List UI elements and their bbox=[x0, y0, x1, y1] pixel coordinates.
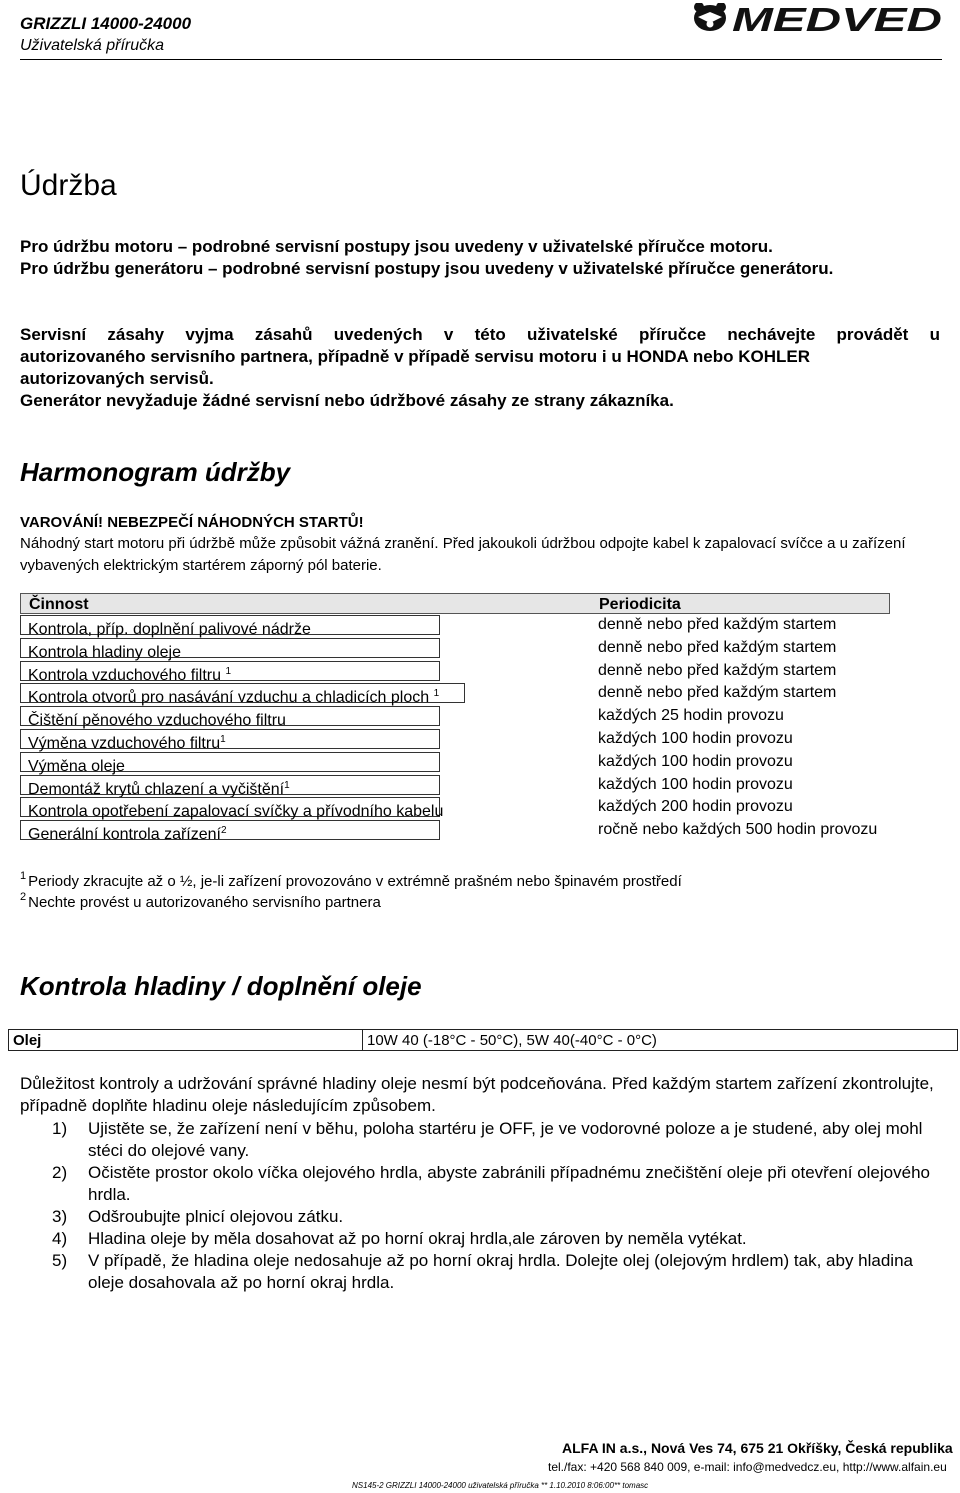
activity-cell: Demontáž krytů chlazení a vyčištění$^1$ bbox=[20, 775, 440, 795]
column-activity: Činnost bbox=[29, 596, 89, 613]
period-cell: denně nebo před každým startem bbox=[598, 616, 837, 633]
table-row bbox=[20, 728, 890, 751]
schedule-table-header bbox=[20, 593, 890, 614]
table-row bbox=[20, 751, 890, 774]
footer-contact: tel./fax: +420 568 840 009, e-mail: info@medvedcz.eu, http://www.alfain.eu bbox=[548, 1460, 947, 1474]
oil-title: Kontrola hladiny / doplnění oleje bbox=[20, 971, 422, 1001]
schedule-table bbox=[20, 614, 890, 842]
table-row bbox=[20, 819, 890, 842]
footnote-2: $^2$ Nechte provést u autorizovaného servisního partnera bbox=[20, 891, 381, 911]
intro-line-generator: Pro údržbu generátoru – podrobné servisní postupy jsou uvedeny v uživatelské příručce generátoru. bbox=[20, 259, 834, 278]
activity-cell: Generální kontrola zařízení$^2$ bbox=[20, 820, 440, 840]
activity-cell: Kontrola, příp. doplnění palivové nádrže bbox=[20, 615, 440, 635]
oil-intro: Důležitost kontroly a udržování správné hladiny oleje nesmí být podceňována. Před každým startem zařízení zkontrolujte, případně doplňte hladinu oleje následujícím způsobem. bbox=[20, 1074, 934, 1115]
period-cell: denně nebo před každým startem bbox=[598, 638, 837, 656]
column-period: Periodicita bbox=[599, 596, 681, 613]
table-row bbox=[20, 637, 890, 660]
period-cell: každých 200 hodin provozu bbox=[598, 798, 793, 816]
header-subtitle: Uživatelská příručka bbox=[20, 37, 165, 54]
table-row bbox=[20, 705, 890, 728]
header-rule bbox=[20, 59, 942, 60]
medved-logo bbox=[690, 3, 946, 35]
bear-head-icon bbox=[694, 3, 726, 31]
period-cell: každých 100 hodin provozu bbox=[598, 729, 793, 747]
oil-divider bbox=[362, 1030, 363, 1050]
period-cell: ročně nebo každých 500 hodin provozu bbox=[598, 821, 878, 839]
period-cell: denně nebo před každým startem bbox=[598, 684, 837, 702]
activity-cell: Čištění pěnového vzduchového filtru bbox=[20, 706, 440, 726]
period-cell: každých 100 hodin provozu bbox=[598, 752, 793, 770]
list-item: 3) Odšroubujte plnicí olejovou zátku. bbox=[52, 1207, 344, 1226]
svg-text:MEDVED: MEDVED bbox=[732, 3, 942, 35]
list-item: 4) Hladina oleje by měla dosahovat až po horní okraj hrdla,ale zároven by neměla vytékat. bbox=[52, 1229, 747, 1248]
activity-cell: Kontrola otvorů pro nasávání vzduchu a chladicích ploch $^1$ bbox=[20, 683, 465, 703]
list-item: 5) V případě, že hladina oleje nedosahuje až po horní okraj hrdla. Dolejte olej (olejovým hrdlem) tak, aby hladina oleje dosahovala až po horní okraj hrdla. bbox=[52, 1251, 913, 1292]
oil-spec-table bbox=[8, 1029, 958, 1051]
activity-cell: Kontrola vzduchového filtru $^1$ bbox=[20, 661, 440, 681]
intro-line-engine: Pro údržbu motoru – podrobné servisní postupy jsou uvedeny v uživatelské příručce motoru. bbox=[20, 237, 773, 256]
table-row bbox=[20, 614, 890, 637]
activity-cell: Výměna vzduchového filtru$^1$ bbox=[20, 729, 440, 749]
service-line: autorizovaného servisního partnera, případně v případě servisu motoru i u HONDA nebo KOHLER bbox=[20, 347, 811, 366]
table-row bbox=[20, 660, 890, 683]
maintenance-title: Údržba bbox=[20, 169, 117, 202]
list-item: 1) Ujistěte se, že zařízení není v běhu, poloha startéru je OFF, je ve vodorovné poloze a je studené, aby olej mohl stéci do olejové vany. bbox=[52, 1119, 923, 1160]
table-row bbox=[20, 774, 890, 797]
schedule-title: Harmonogram údržby bbox=[20, 457, 291, 487]
maintenance-intro bbox=[20, 236, 940, 280]
warning-title: VAROVÁNÍ! NEBEZPEČÍ NÁHODNÝCH STARTŮ! bbox=[20, 514, 364, 531]
warning-text: Náhodný start motoru při údržbě může způsobit vážná zranění. Před jakoukoli údržbou odpojte kabel k zapalovací svíčce a u zařízení vybavených elektrickým startérem záporný pól baterie. bbox=[20, 535, 906, 574]
period-cell: každých 25 hodin provozu bbox=[598, 707, 784, 725]
service-line: Servisní zásahy vyjma zásahů uvedených v této uživatelské příručce nechávejte provádět u bbox=[20, 325, 940, 344]
activity-cell: Výměna oleje bbox=[20, 752, 440, 772]
footnote-1: $^1$ Periody zkracujte až o ½, je-li zařízení provozováno v extrémně prašném nebo špinavém prostředí bbox=[20, 870, 682, 890]
footer-doc-id: NS145-2 GRIZZLI 14000-24000 uživatelská příručka ** 1.10.2010 8:06:00** tomasc bbox=[352, 1481, 649, 1490]
period-cell: každých 100 hodin provozu bbox=[598, 775, 793, 793]
table-row bbox=[20, 796, 890, 819]
period-cell: denně nebo před každým startem bbox=[598, 661, 837, 679]
activity-cell: Kontrola hladiny oleje bbox=[20, 638, 440, 658]
header-product: GRIZZLI 14000-24000 bbox=[20, 14, 192, 33]
service-line: autorizovaných servisů. bbox=[20, 369, 214, 388]
table-row bbox=[20, 682, 890, 705]
oil-value: 10W 40 (-18°C - 50°C), 5W 40(-40°C - 0°C) bbox=[367, 1032, 657, 1049]
oil-label: Olej bbox=[13, 1032, 42, 1049]
service-note bbox=[20, 324, 940, 390]
list-item: 2) Očistěte prostor okolo víčka olejového hrdla, abyste zabránili případnému znečištění oleje při otevření olejového hrdla. bbox=[52, 1163, 930, 1204]
oil-steps bbox=[20, 1118, 940, 1294]
activity-cell: Kontrola opotřebení zapalovací svíčky a přívodního kabelu bbox=[20, 797, 440, 817]
footer-company: ALFA IN a.s., Nová Ves 74, 675 21 Okříšky, Česká republika bbox=[562, 1440, 953, 1456]
no-service-note: Generátor nevyžaduje žádné servisní nebo údržbové zásahy ze strany zákazníka. bbox=[20, 391, 674, 410]
